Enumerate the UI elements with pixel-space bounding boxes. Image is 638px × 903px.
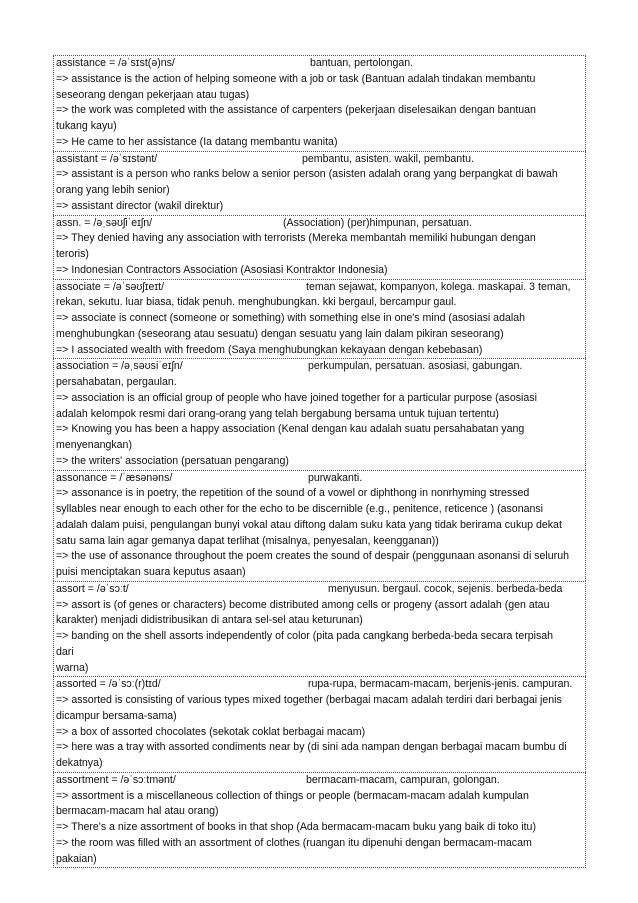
entry-header (56, 677, 583, 693)
headword: association = /əˌsəʊsiˈeɪʃn/ (56, 360, 183, 373)
entry-line: => banding on the shell assorts independently of color (pita pada cangkang berbeda-beda secara terpisah (56, 630, 554, 642)
entry-line: dicampur bersama-sama) (56, 709, 177, 722)
entry-line: => assistant is a person who ranks below a senior person (asisten adalah orang yang berpangkat di bawah (56, 168, 558, 181)
entry-line: => here was a tray with assorted condiments near by (di sini ada nampan dengan berbagai macam bumbu di (56, 741, 567, 754)
entry-line: => association is an official group of people who have joined together for a particular purpose (asosiasi (56, 391, 537, 404)
entry-line: orang yang lebih senior) (56, 184, 170, 196)
headword: assorted = /əˈsɔː(r)tɪd/ (56, 678, 161, 691)
translation: pembantu, asisten. wakil, pembantu. (302, 152, 474, 165)
entry-line: teroris) (56, 248, 89, 260)
entry-header (56, 280, 583, 296)
entry-header (56, 216, 583, 232)
translation: bantuan, pertolongan. (310, 57, 414, 69)
dictionary-entry (53, 358, 586, 469)
headword: assn. = /əˌsəʊʃiˈeɪʃn/ (56, 216, 153, 229)
entry-line: dekatnya) (56, 757, 103, 769)
translation: bermacam-macam, campuran, golongan. (306, 773, 500, 786)
entry-line: seseorang dengan pekerjaan atau tugas) (56, 88, 250, 101)
dictionary-entry (53, 470, 586, 581)
entry-line: adalah dalam puisi, pengulangan bunyi vokal atau diftong dalam suku kata yang tidak berirama cukup dekat (56, 518, 562, 531)
entry-line: => the writers' association (persatuan pengarang) (56, 454, 289, 467)
entry-line: => They denied having any association with terrorists (Mereka membantah memiliki hubungan dengan (56, 232, 536, 245)
translation: teman sejawat, kompanyon, kolega. maskapai. 3 teman, (306, 280, 571, 293)
entry-line: persahabatan, pergaulan. (56, 376, 177, 388)
entry-header (56, 471, 583, 487)
translation: menyusun. bergaul. cocok, sejenis. berbeda-beda (328, 582, 563, 595)
dictionary-entry (53, 151, 586, 215)
headword: assistant = /əˈsɪstənt/ (56, 152, 158, 165)
dictionary-entry (53, 581, 586, 677)
entry-line: => I associated wealth with freedom (Saya menghubungkan kekayaan dengan kebebasan) (56, 343, 483, 356)
entry-line: => assonance is in poetry, the repetition of the sound of a vowel or diphthong in nonrhyming stressed (56, 487, 530, 500)
dictionary-entry (53, 676, 586, 772)
headword: assistance = /əˈsɪst(ə)ns/ (56, 57, 175, 69)
headword: assort = /əˈsɔːt/ (56, 582, 129, 595)
headword: assortment = /əˈsɔːtmənt/ (56, 773, 176, 786)
entry-line: syllables near enough to each other for the echo to be discernible (e.g., penitence, reticence ) (asonansi (56, 503, 544, 515)
dictionary-entry (53, 772, 586, 869)
entry-line: puisi menciptakan suara keputus asaan) (56, 566, 246, 578)
entry-line: => the work was completed with the assistance of carpenters (pekerjaan diselesaikan dengan bantuan (56, 104, 536, 117)
entry-line: => assort is (of genes or characters) become distributed among cells or progeny (assort adalah (gen atau (56, 598, 550, 611)
entry-line: karakter) menjadi didistribusikan di antara sel-sel atau keturunan) (56, 614, 363, 627)
entry-line: adalah kelompok resmi dari orang-orang yang telah bergabung bersama untuk tujuan tertentu) (56, 407, 499, 420)
headword: associate = /əˈsəʊʃɪeɪt/ (56, 280, 165, 293)
entry-line: pakaian) (56, 852, 97, 865)
entry-header (56, 359, 583, 375)
dictionary-page (53, 55, 586, 868)
entry-line: satu sama lain agar gemanya dapat terlihat (misalnya, penyesalan, keengganan)) (56, 534, 439, 547)
translation: purwakanti. (308, 471, 363, 484)
translation: rupa-rupa, bermacam-macam, berjenis-jenis. campuran. (308, 678, 573, 691)
entry-header (56, 773, 583, 789)
entry-line: => the use of assonance throughout the poem creates the sound of despair (penggunaan asonansi di seluruh (56, 550, 569, 563)
dictionary-entry (53, 55, 586, 151)
entry-line: => associate is connect (someone or something) with something else in one's mind (asosiasi adalah (56, 312, 525, 324)
entry-line: => assorted is consisting of various types mixed together (berbagai macam adalah terdiri dari berbagai jenis (56, 694, 562, 706)
entry-header (56, 582, 583, 598)
entry-line: warna) (56, 661, 89, 674)
entry-line: => There's a nize assortment of books in that shop (Ada bermacam-macam buku yang baik di toko itu) (56, 821, 536, 833)
entry-line: => assistant director (wakil direktur) (56, 199, 224, 212)
entry-line: => Knowing you has been a happy association (Kenal dengan kau adalah suatu persahabatan yang (56, 423, 525, 436)
entry-line: menghubungkan (seseorang atau sesuatu) dengan sesuatu yang lain dalam pikiran seseorang) (56, 327, 504, 340)
entry-line: rekan, sekutu. luar biasa, tidak penuh. menghubungkan. kki bergaul, bercampur gaul. (56, 296, 457, 309)
entry-line: => assortment is a miscellaneous collection of things or people (bermacam-macam adalah kumpulan (56, 789, 529, 802)
entry-line: tukang kayu) (56, 120, 117, 132)
dictionary-entry (53, 279, 586, 359)
entry-line: => Indonesian Contractors Association (Asosiasi Kontraktor Indonesia) (56, 263, 388, 276)
entry-line: => the room was filled with an assortment of clothes (ruangan itu dipenuhi dengan bermacam-macam (56, 836, 532, 849)
headword: assonance = /ˈæsənəns/ (56, 471, 173, 484)
dictionary-entry (53, 215, 586, 279)
entry-line: dari (56, 645, 74, 658)
entry-line: menyenangkan) (56, 439, 132, 451)
translation: (Association) (per)himpunan, persatuan. (283, 216, 473, 229)
entry-line: => He came to her assistance (Ia datang membantu wanita) (56, 135, 338, 148)
entry-header (56, 56, 583, 72)
entry-line: bermacam-macam hal atau orang) (56, 805, 219, 818)
entry-line: => assistance is the action of helping someone with a job or task (Bantuan adalah tindakan membantu (56, 72, 536, 85)
translation: perkumpulan, persatuan. asosiasi, gabungan. (308, 360, 523, 373)
entry-line: => a box of assorted chocolates (sekotak coklat berbagai macam) (56, 725, 366, 738)
entry-header (56, 152, 583, 168)
